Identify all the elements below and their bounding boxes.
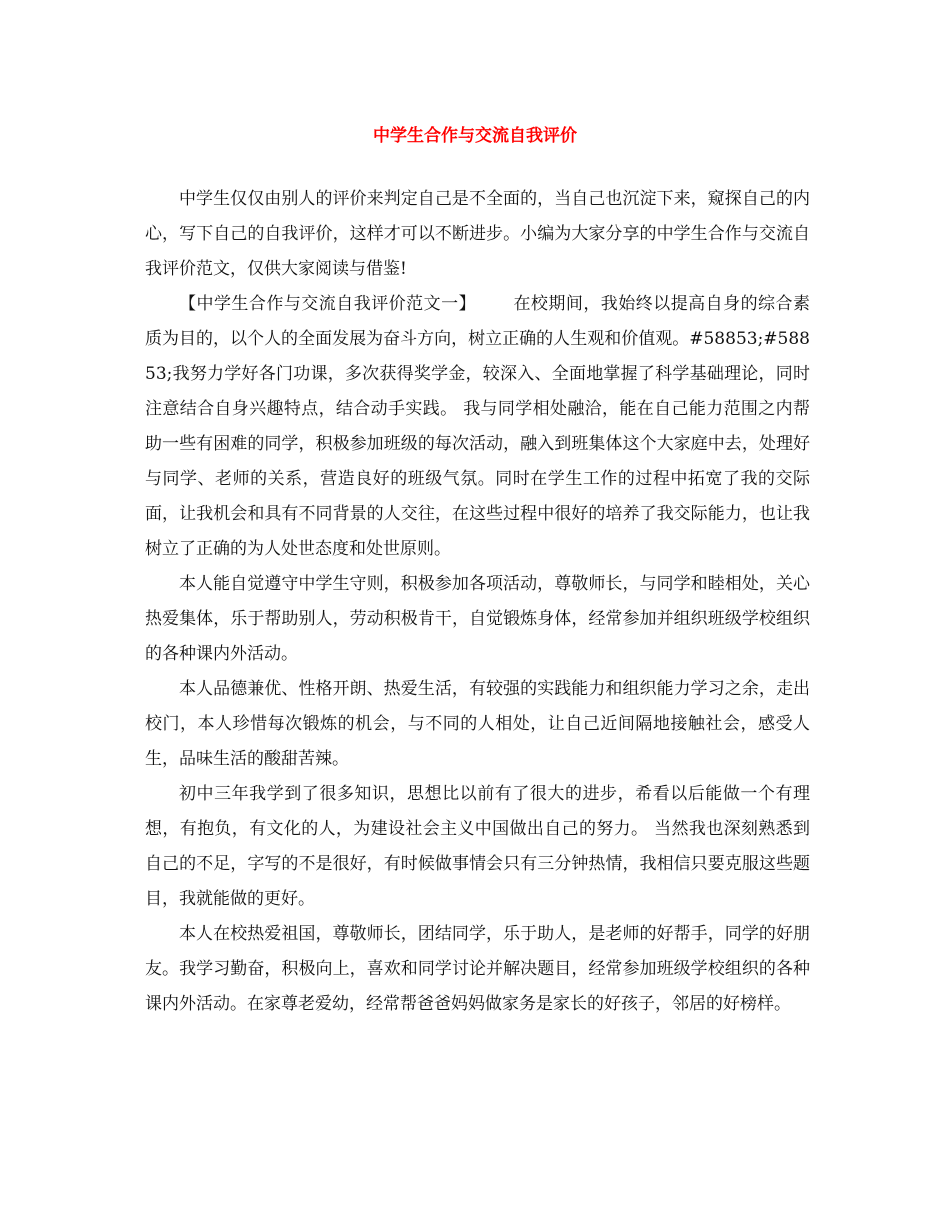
paragraph-junior-high: 初中三年我学到了很多知识，思想比以前有了很大的进步，希看以后能做一个有理想，有抱负，有文化的人，为建设社会主义中国做出自己的努力。 当然我也深刻熟悉到自己的不足，字写的不是很好，有时候做事情会只有三分钟热情，我相信只要克服这些题目，我就能做的更好。 bbox=[145, 784, 810, 909]
sample-heading: 【中学生合作与交流自我评价范文一】 bbox=[179, 294, 477, 314]
intro-paragraph: 中学生仅仅由别人的评价来判定自己是不全面的，当自己也沉淀下来，窥探自己的内心，写下自己的自我评价，这样才可以不断进步。小编为大家分享的中学生合作与交流自我评价范文，仅供大家阅读与借鉴! bbox=[145, 189, 810, 279]
document-body bbox=[145, 182, 810, 1022]
paragraph-school-home: 本人在校热爱祖国，尊敬师长，团结同学，乐于助人，是老师的好帮手，同学的好朋友。我学习勤奋，积极向上，喜欢和同学讨论并解决题目，经常参加班级学校组织的各种课内外活动。在家尊老爱幼，经常帮爸爸妈妈做家务是家长的好孩子，邻居的好榜样。 bbox=[145, 924, 810, 1014]
sample-one-paragraph bbox=[145, 287, 810, 567]
paragraph-conduct: 本人能自觉遵守中学生守则，积极参加各项活动，尊敬师长，与同学和睦相处，关心热爱集体，乐于帮助别人，劳动积极肯干，自觉锻炼身体，经常参加并组织班级学校组织的各种课内外活动。 bbox=[145, 574, 810, 664]
sample-text: 在校期间，我始终以提高自身的综合素质为目的，以个人的全面发展为奋斗方向，树立正确的人生观和价值观。#58853;#58853;我努力学好各门功课，多次获得奖学金，较深入、全面地掌握了科学基础理论，同时注意结合自身兴趣特点，结合动手实践。 我与同学相处融洽，能在自己能力范围之内帮助一些有困难的同学，积极参加班级的每次活动，融入到班集体这个大家庭中去，处理好与同学、老师的关系，营造良好的班级气氛。同时在学生工作的过程中拓宽了我的交际面，让我机会和具有不同背景的人交往，在这些过程中很好的培养了我交际能力，也让我树立了正确的为人处世态度和处世原则。 bbox=[145, 294, 811, 559]
paragraph-character: 本人品德兼优、性格开朗、热爱生活，有较强的实践能力和组织能力学习之余，走出校门，本人珍惜每次锻炼的机会，与不同的人相处，让自己近间隔地接触社会，感受人生，品味生活的酸甜苦辣。 bbox=[145, 679, 810, 769]
document-title: 中学生合作与交流自我评价 bbox=[373, 126, 577, 146]
